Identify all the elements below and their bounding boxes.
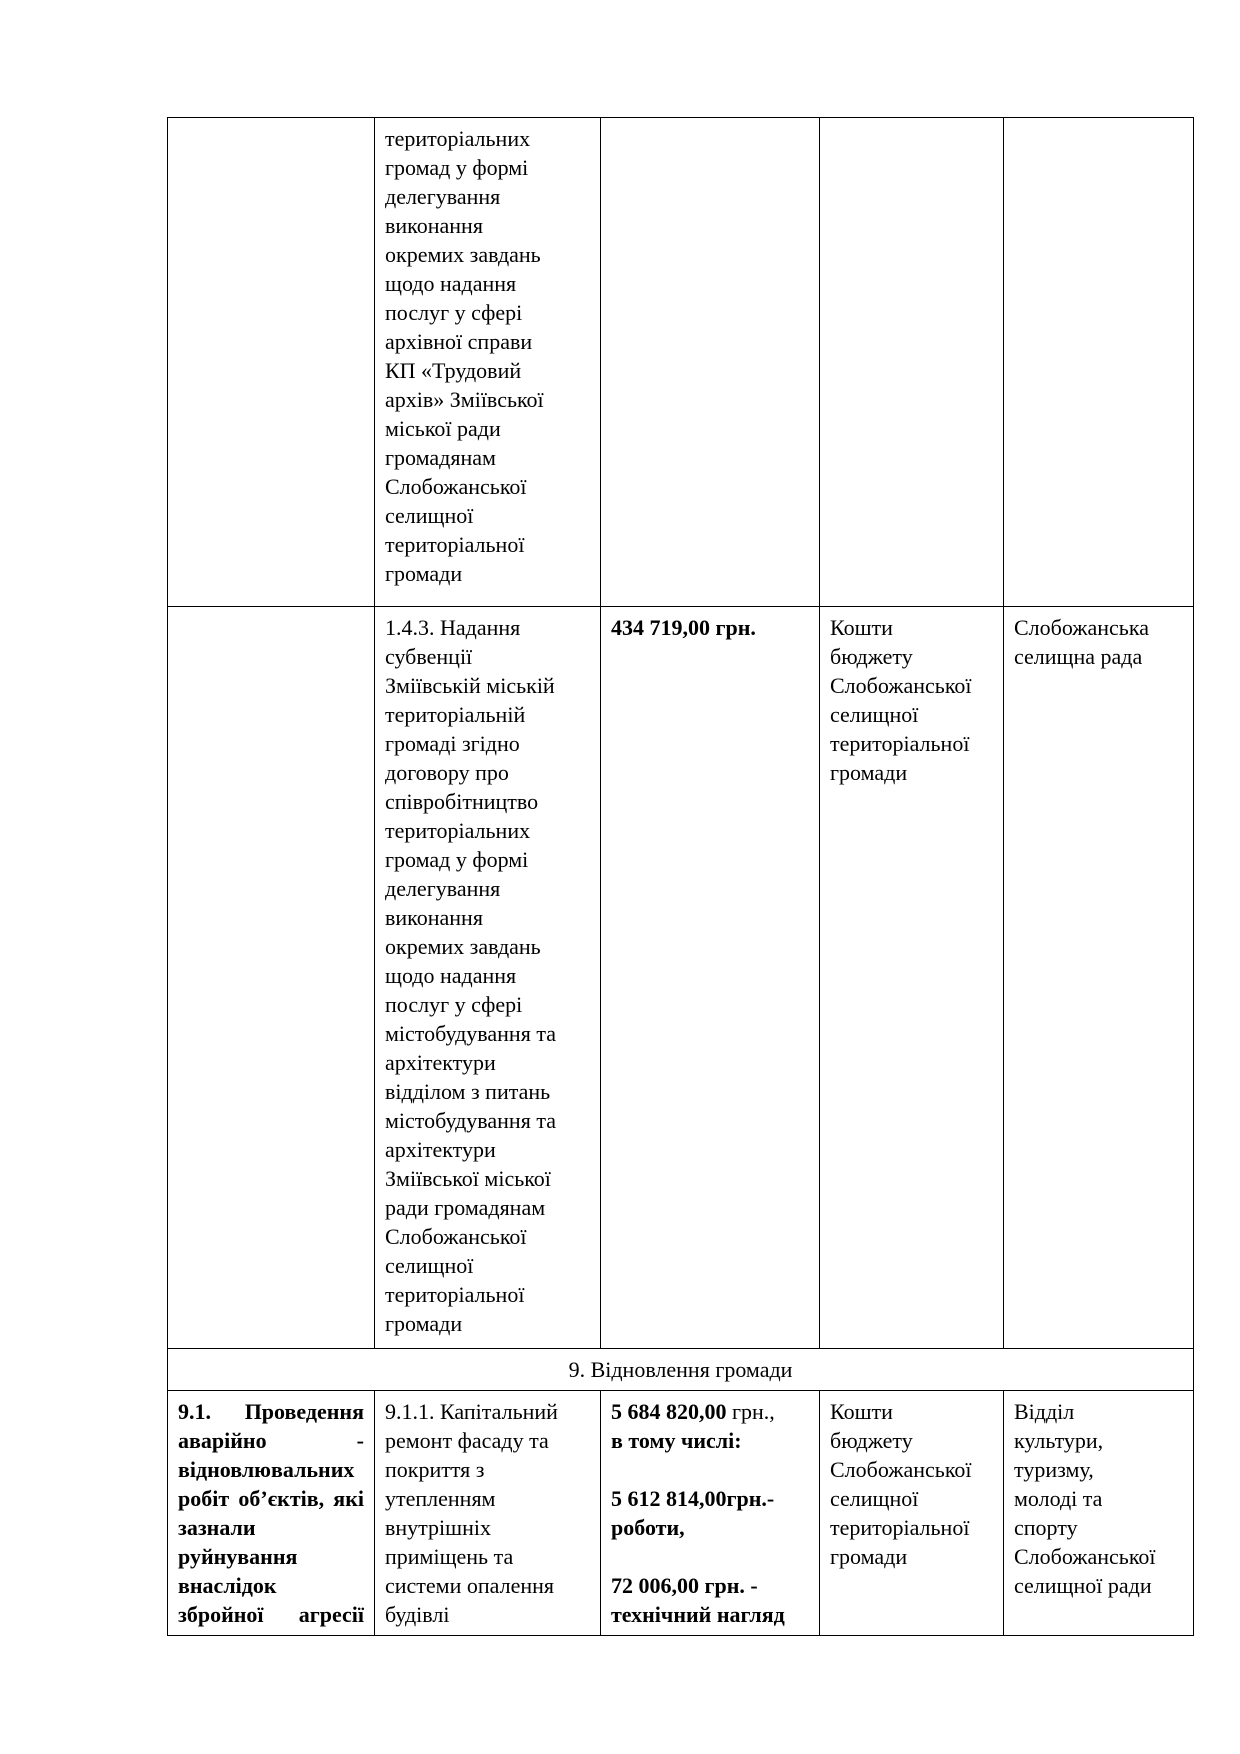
table-cell-measure: 9.1.1. Капітальний ремонт фасаду та покриття з утепленням внутрішніх приміщень та системи опалення будівлі: [375, 1391, 601, 1636]
table-cell-amount: 5 684 820,00 грн., в тому числі: 5 612 814,00грн.- роботи, 72 006,00 грн. - технічний нагляд: [601, 1391, 820, 1636]
table-cell-empty: [168, 118, 375, 607]
table-cell-task: 9.1. Проведення аварійно - відновлювальних робіт об’єктів, які зазнали руйнування внаслідок збройної агресії: [168, 1391, 375, 1636]
table-cell-measure: 1.4.3. Надання субвенції Зміївській міській територіальній громаді згідно договору про співробітництво територіальних громад у формі делегування виконання окремих завдань щодо надання послуг у сфері містобудування та архітектури відділом з питань містобудування та архітектури Зміївської міської ради громадянам Слобожанської селищної територіальної громади: [375, 607, 601, 1349]
program-table: [167, 117, 1194, 1636]
table-cell-empty: [1004, 118, 1194, 607]
section-title: 9. Відновлення громади: [168, 1349, 1194, 1391]
table-cell-empty: [601, 118, 820, 607]
table-cell-source: Кошти бюджету Слобожанської селищної територіальної громади: [820, 607, 1004, 1349]
table-cell-executor: Слобожанська селищна рада: [1004, 607, 1194, 1349]
table-cell-amount: 434 719,00 грн.: [601, 607, 820, 1349]
section-header-row: [168, 1349, 1194, 1391]
table-row: [168, 118, 1194, 607]
table-row: [168, 1391, 1194, 1636]
table-cell-executor: Відділ культури, туризму, молоді та спорту Слобожанської селищної ради: [1004, 1391, 1194, 1636]
amount-total: 5 684 820,00 грн.,: [611, 1399, 775, 1424]
table-cell-measure: територіальних громад у формі делегування виконання окремих завдань щодо надання послуг у сфері архівної справи КП «Трудовий архів» Зміївської міської ради громадянам Слобожанської селищної територіальної громади: [375, 118, 601, 607]
table-row: [168, 607, 1194, 1349]
table-cell-source: Кошти бюджету Слобожанської селищної територіальної громади: [820, 1391, 1004, 1636]
table-cell-empty: [820, 118, 1004, 607]
table-cell-empty: [168, 607, 375, 1349]
